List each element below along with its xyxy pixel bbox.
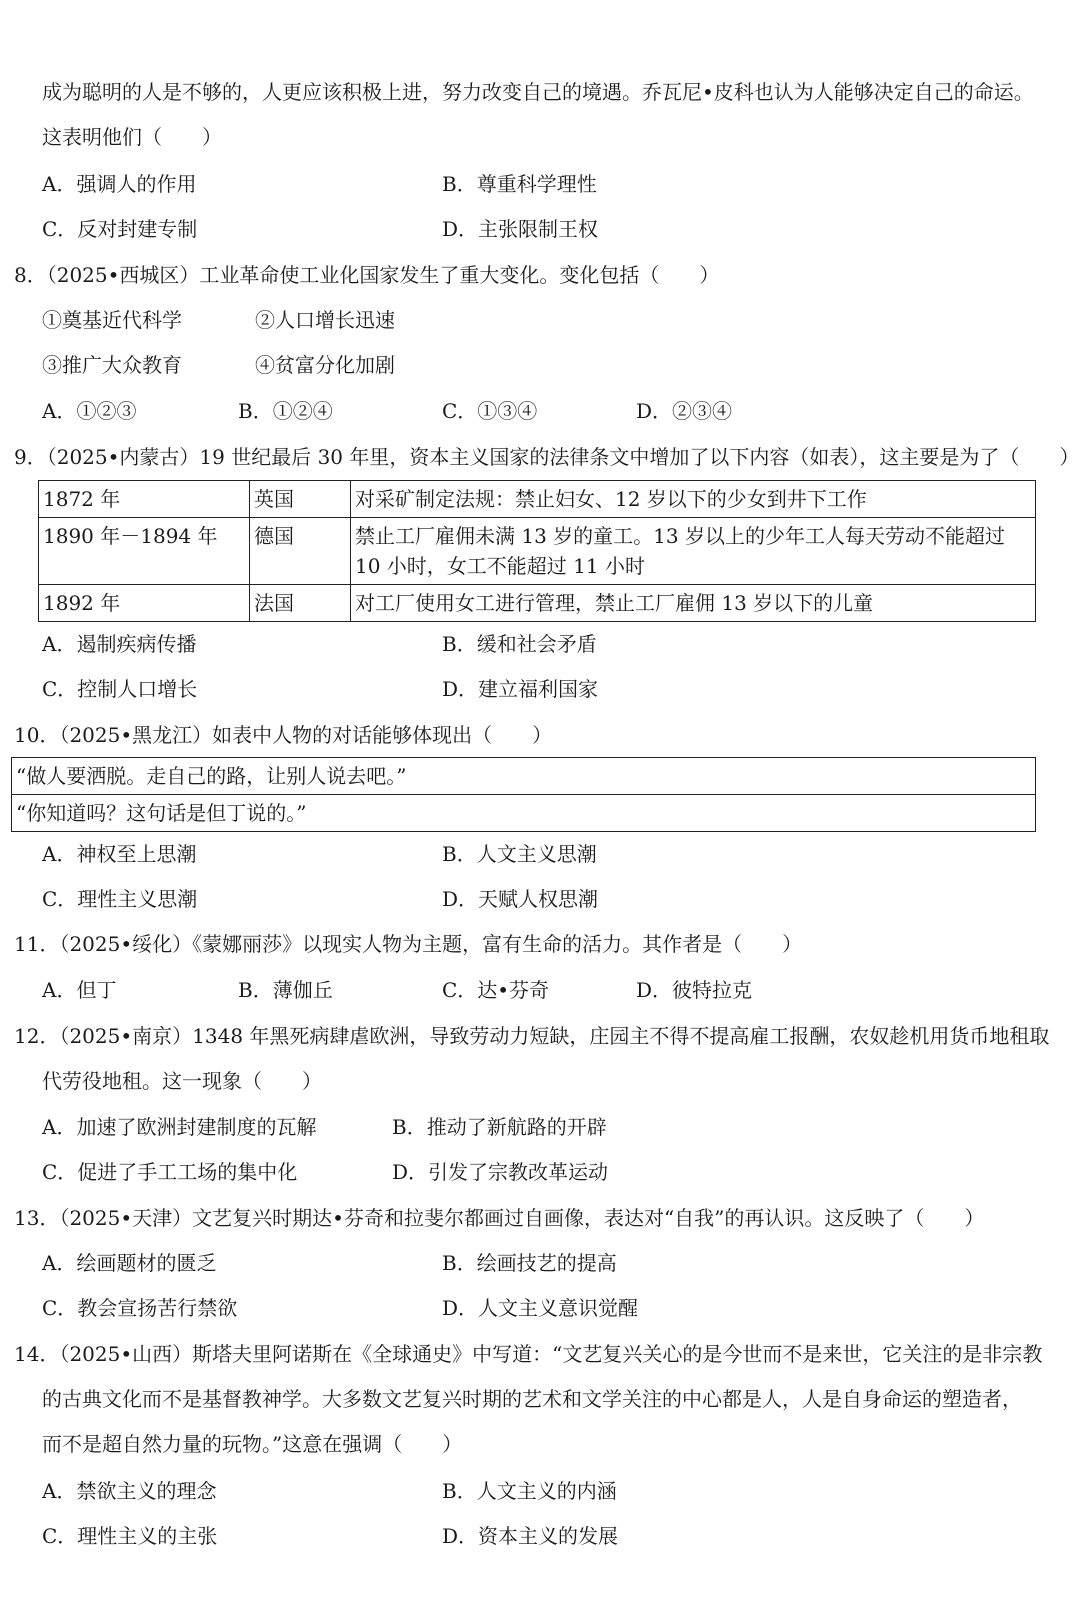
q8-item-1: ①奠基近代科学 [42, 308, 182, 332]
q9-row3-content: 对工厂使用女工进行管理，禁止工厂雇佣 13 岁以下的儿童 [351, 585, 1036, 622]
q11-option-d[interactable]: D．彼特拉克 [636, 978, 753, 1002]
q9-option-c[interactable]: C．控制人口增长 [42, 677, 198, 701]
q13-option-d[interactable]: D．人文主义意识觉醒 [442, 1296, 639, 1320]
q8-item-3: ③推广大众教育 [42, 353, 182, 377]
table-row [12, 758, 1036, 795]
q12-option-c[interactable]: C．促进了手工工场的集中化 [42, 1160, 298, 1184]
q7-stem-line2: 这表明他们（ ） [42, 125, 222, 149]
q9-row2-country: 德国 [250, 518, 351, 585]
q9-option-b[interactable]: B．缓和社会矛盾 [442, 632, 597, 656]
q14-stem-line3: 而不是超自然力量的玩物。”这意在强调（ ） [42, 1432, 463, 1456]
q14-stem-line2: 的古典文化而不是基督教神学。大多数文艺复兴时期的艺术和文学关注的中心都是人，人是自身命运的塑造者， [42, 1387, 1022, 1411]
q11-option-b[interactable]: B．薄伽丘 [238, 978, 333, 1002]
q14-option-b[interactable]: B．人文主义的内涵 [442, 1479, 617, 1503]
q14-option-c[interactable]: C．理性主义的主张 [42, 1524, 218, 1548]
q11-option-a[interactable]: A．但丁 [42, 978, 117, 1002]
q9-row2-content: 禁止工厂雇佣未满 13 岁的童工。13 岁以上的少年工人每天劳动不能超过 10 小时，女工不能超过 11 小时 [351, 518, 1036, 585]
q8-option-a[interactable]: A．①②③ [42, 399, 137, 423]
q7-option-d[interactable]: D．主张限制王权 [442, 217, 599, 241]
q8-item-4: ④贫富分化加剧 [255, 353, 395, 377]
q14-option-d[interactable]: D．资本主义的发展 [442, 1524, 619, 1548]
q8-stem: 8．（2025•西城区）工业革命使工业化国家发生了重大变化。变化包括（ ） [14, 263, 720, 287]
q10-option-b[interactable]: B．人文主义思潮 [442, 842, 597, 866]
q10-option-a[interactable]: A．神权至上思潮 [42, 842, 197, 866]
q9-row2-year: 1890 年－1894 年 [39, 518, 250, 585]
q12-stem-line2: 代劳役地租。这一现象（ ） [42, 1069, 322, 1093]
q13-option-a[interactable]: A．绘画题材的匮乏 [42, 1251, 217, 1275]
table-row [39, 481, 1036, 518]
q13-stem: 13．（2025•天津）文艺复兴时期达•芬奇和拉斐尔都画过自画像，表达对“自我”的再认识。这反映了（ ） [14, 1206, 985, 1230]
q14-option-a[interactable]: A．禁欲主义的理念 [42, 1479, 217, 1503]
q7-option-a[interactable]: A．强调人的作用 [42, 172, 197, 196]
table-row [39, 585, 1036, 622]
q13-option-c[interactable]: C．教会宣扬苦行禁欲 [42, 1296, 238, 1320]
q10-dialogue-line2: “你知道吗？这句话是但丁说的。” [12, 795, 1036, 832]
q12-option-a[interactable]: A．加速了欧洲封建制度的瓦解 [42, 1115, 317, 1139]
q10-stem: 10．（2025•黑龙江）如表中人物的对话能够体现出（ ） [14, 723, 553, 747]
q13-option-b[interactable]: B．绘画技艺的提高 [442, 1251, 617, 1275]
q9-row1-content: 对采矿制定法规：禁止妇女、12 岁以下的少女到井下工作 [351, 481, 1036, 518]
q9-row3-year: 1892 年 [39, 585, 250, 622]
q12-option-b[interactable]: B．推动了新航路的开辟 [392, 1115, 607, 1139]
q8-option-b[interactable]: B．①②④ [238, 399, 333, 423]
q10-option-c[interactable]: C．理性主义思潮 [42, 887, 198, 911]
q12-option-d[interactable]: D．引发了宗教改革运动 [392, 1160, 609, 1184]
q7-option-b[interactable]: B．尊重科学理性 [442, 172, 597, 196]
q11-stem: 11．（2025•绥化）《蒙娜丽莎》以现实人物为主题，富有生命的活力。其作者是（ ） [14, 932, 803, 956]
q8-item-2: ②人口增长迅速 [255, 308, 395, 332]
table-row [12, 795, 1036, 832]
q7-option-c[interactable]: C．反对封建专制 [42, 217, 198, 241]
q11-option-c[interactable]: C．达•芬奇 [442, 978, 550, 1002]
q12-stem-line1: 12．（2025•南京）1348 年黑死病肆虐欧洲，导致劳动力短缺，庄园主不得不提高雇工报酬，农奴趁机用货币地租取 [14, 1024, 1050, 1048]
q9-row3-country: 法国 [250, 585, 351, 622]
q9-option-a[interactable]: A．遏制疾病传播 [42, 632, 197, 656]
table-row [39, 518, 1036, 585]
q7-stem-line1: 成为聪明的人是不够的，人更应该积极上进，努力改变自己的境遇。乔瓦尼•皮科也认为人能够决定自己的命运。 [42, 80, 1034, 104]
q8-option-c[interactable]: C．①③④ [442, 399, 538, 423]
q9-row1-country: 英国 [250, 481, 351, 518]
q10-dialogue-line1: “做人要洒脱。走自己的路，让别人说去吧。” [12, 758, 1036, 795]
q9-row1-year: 1872 年 [39, 481, 250, 518]
q14-stem-line1: 14．（2025•山西）斯塔夫里阿诺斯在《全球通史》中写道：“文艺复兴关心的是今世而不是来世，它关注的是非宗教 [14, 1342, 1043, 1366]
q10-dialogue-table [11, 757, 1036, 832]
q9-law-table [38, 480, 1036, 622]
q10-option-d[interactable]: D．天赋人权思潮 [442, 887, 599, 911]
q9-option-d[interactable]: D．建立福利国家 [442, 677, 599, 701]
q9-stem: 9．（2025•内蒙古）19 世纪最后 30 年里，资本主义国家的法律条文中增加了以下内容（如表），这主要是为了（ ） [14, 445, 1080, 469]
q8-option-d[interactable]: D．②③④ [636, 399, 733, 423]
